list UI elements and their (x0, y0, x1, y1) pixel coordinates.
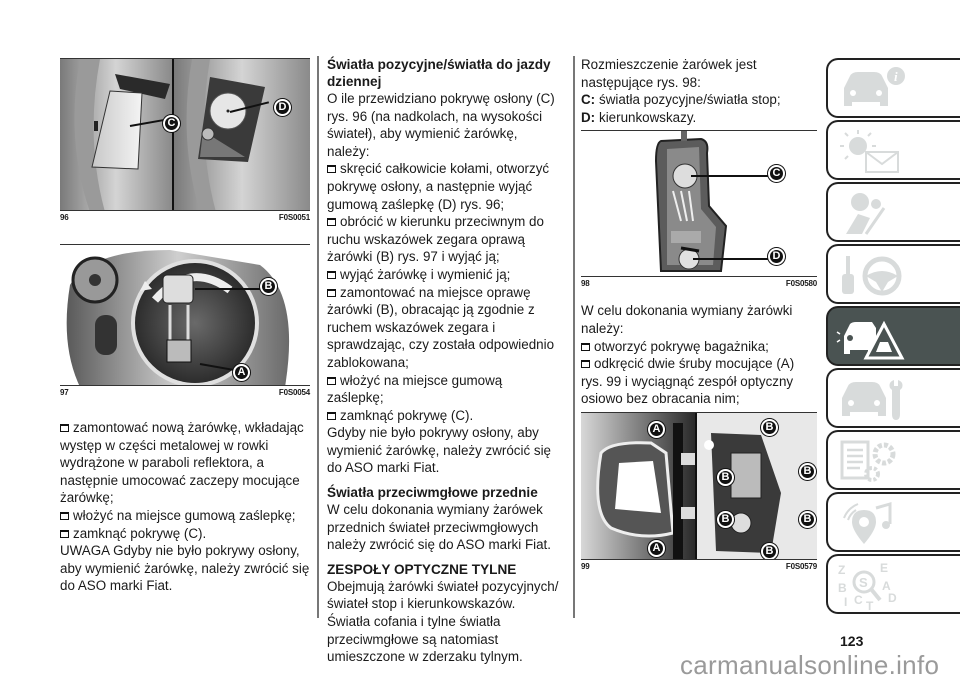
warning-light-envelope-icon (836, 128, 906, 176)
figure-code: F0S0051 (278, 213, 310, 222)
figure-97-image (60, 244, 310, 386)
bullet-box-icon (60, 424, 69, 432)
bullet-box-icon (60, 530, 69, 538)
figure-98 (581, 130, 817, 288)
leader-line (693, 258, 771, 260)
callout-d: D (768, 248, 785, 265)
outro-paragraph: Gdyby nie było pokrywy osłony, aby wymienić żarówkę, należy zwrócić się do ASO marki Fiat. (327, 425, 551, 476)
tab-maintenance[interactable] (826, 368, 960, 428)
legend-row (581, 91, 817, 109)
figure-number: 96 (60, 213, 69, 222)
car-hazard-triangle-icon (836, 314, 906, 362)
section-heading: Światła pozycyjne/światła do jazdy dziennej (327, 57, 551, 89)
figure-code: F0S0579 (785, 561, 817, 571)
figure-99 (581, 412, 817, 571)
bullet-item: otworzyć pokrywę bagażnika; (581, 338, 817, 356)
callout-a: A (648, 421, 665, 438)
bullet-item: obrócić w kierunku przeciwnym do ruchu wskazówek zegara oprawą żarówki (B) rys. 97 i wyjąć ją; (327, 214, 544, 265)
tail-lamp-removal-illustration (581, 413, 817, 560)
figure-96-caption (60, 213, 310, 222)
headlight-bulb-holder-illustration (60, 245, 310, 386)
legend-text: światła pozycyjne/światła stop; (599, 92, 781, 108)
svg-text:I: I (844, 595, 848, 609)
car-info-icon (836, 66, 906, 114)
svg-text:E: E (880, 562, 889, 575)
legend-key: C: (581, 92, 596, 108)
callout-b: B (761, 543, 778, 560)
tab-emergency[interactable] (826, 306, 960, 366)
bullet-box-icon (327, 218, 336, 226)
intro-paragraph: Rozmieszczenie żarówek jest następujące rys. 98: (581, 57, 757, 90)
column-3 (575, 52, 817, 571)
callout-d: D (274, 99, 291, 116)
bullet-item: wyjąć żarówkę i wymienić ją; (327, 266, 562, 284)
bullet-box-icon (327, 289, 336, 297)
body-paragraph: W celu dokonania wymiany żarówki należy: (581, 303, 793, 336)
car-wrench-icon (836, 376, 906, 424)
alphabet-search-icon (836, 562, 906, 610)
list-gears-icon (836, 438, 906, 486)
bullet-box-icon (327, 165, 336, 173)
body-paragraph: W celu dokonania wymiany żarówek przednich świateł przeciwmgłowych należy zwrócić się do ASO marki Fiat. (327, 502, 551, 553)
svg-text:S: S (859, 575, 868, 590)
body-paragraph: Obejmują żarówki świateł pozycyjnych/świateł stop i kierunkowskazów. Światła cofania i tylne światła przeciwmgłowe są natomiast umieszczone w zderzaku tylnym. (327, 578, 559, 665)
bullet-item: zamontować nową żarówkę, wkładając występ w części metalowej w rowki wydrążone w paraboli reflektora, a następnie umocować zaczepy mocujące żarówkę; (60, 420, 304, 506)
leader-line (195, 288, 265, 290)
key-steering-wheel-icon (836, 252, 906, 300)
figure-98-image (581, 130, 817, 277)
figure-99-image (581, 412, 817, 560)
leader-line (691, 175, 771, 177)
figure-99-caption (581, 562, 817, 571)
figure-97 (60, 244, 310, 397)
callout-a: A (233, 364, 250, 381)
legend-row (581, 109, 817, 127)
bullet-box-icon (60, 512, 69, 520)
tab-starting-driving[interactable] (826, 244, 960, 304)
tab-car-info[interactable] (826, 58, 960, 118)
wheel-arch-cover-illustration (60, 59, 310, 211)
svg-text:T: T (866, 599, 874, 610)
svg-text:D: D (888, 591, 897, 605)
tab-multimedia[interactable] (826, 492, 960, 552)
column-2 (317, 52, 562, 666)
bullet-box-icon (327, 412, 336, 420)
bullet-item: odkręcić dwie śruby mocujące (A) rys. 99 i wyciągnąć zespół optyczny osiowo bez obracania nim; (581, 356, 795, 407)
callout-b: B (799, 511, 816, 528)
svg-text:B: B (838, 581, 847, 595)
figure-number: 98 (581, 279, 590, 289)
column-1 (60, 52, 310, 595)
figure-96-image (60, 58, 310, 211)
bullet-item: włożyć na miejsce gumową zaślepkę; (327, 372, 503, 406)
legend-key: D: (581, 109, 596, 125)
figure-code: F0S0580 (785, 279, 817, 289)
callout-c: C (163, 115, 180, 132)
note-paragraph: UWAGA Gdyby nie było pokrywy osłony, aby wymienić żarówkę, należy zwrócić się do ASO marki Fiat. (60, 543, 310, 594)
watermark: carmanualsonline.info (680, 650, 940, 680)
bullet-item: skręcić całkowicie kołami, otworzyć pokrywę osłony, a następnie wyjąć gumową zaślepkę (D) rys. 96; (327, 161, 550, 212)
bullet-item: zamknąć pokrywę (C). (327, 407, 562, 425)
callout-b: B (799, 463, 816, 480)
page-number: 123 (840, 633, 864, 649)
callout-a: A (648, 540, 665, 557)
figure-number: 97 (60, 388, 69, 397)
callout-b: B (260, 278, 277, 295)
airbag-seatbelt-icon (836, 190, 906, 238)
svg-text:i: i (894, 69, 898, 84)
callout-b: B (761, 419, 778, 436)
figure-97-caption (60, 388, 310, 397)
section-heading: Światła przeciwmgłowe przednie (327, 485, 538, 501)
tab-technical-data[interactable] (826, 430, 960, 490)
callout-b: B (717, 469, 734, 486)
bullet-item: zamontować na miejsce oprawę żarówki (B), obracając ją zgodnie z ruchem wskazówek zegara i sprawdzając, czy została odpowiednio zablokowana; (327, 284, 555, 370)
figure-number: 99 (581, 561, 590, 571)
callout-c: C (768, 165, 785, 182)
bullet-box-icon (327, 377, 336, 385)
bullet-item: włożyć na miejsce gumową zaślepkę; (60, 507, 310, 525)
legend-text: kierunkowskazy. (599, 109, 697, 125)
intro-paragraph: O ile przewidziano pokrywę osłony (C) rys. 96 (na nadkolach, na wysokości świateł), aby wymienić żarówkę, należy: (327, 91, 555, 159)
figure-code: F0S0054 (278, 388, 310, 397)
bullet-box-icon (581, 343, 590, 351)
music-location-icon (836, 500, 906, 548)
tab-safety[interactable] (826, 182, 960, 242)
tab-warning-lights-messages[interactable] (826, 120, 960, 180)
figure-96 (60, 58, 310, 222)
figure-98-caption (581, 279, 817, 288)
section-heading: ZESPOŁY OPTYCZNE TYLNE (327, 561, 517, 577)
svg-text:Z: Z (838, 563, 846, 577)
svg-text:A: A (882, 579, 891, 593)
callout-b: B (717, 511, 734, 528)
column-1-text (60, 419, 310, 595)
chapter-tabs (826, 58, 960, 616)
bullet-box-icon (581, 360, 590, 368)
bullet-box-icon (327, 271, 336, 279)
svg-text:C: C (854, 593, 863, 607)
tab-index[interactable] (826, 554, 960, 614)
bullet-item: zamknąć pokrywę (C). (60, 525, 310, 543)
